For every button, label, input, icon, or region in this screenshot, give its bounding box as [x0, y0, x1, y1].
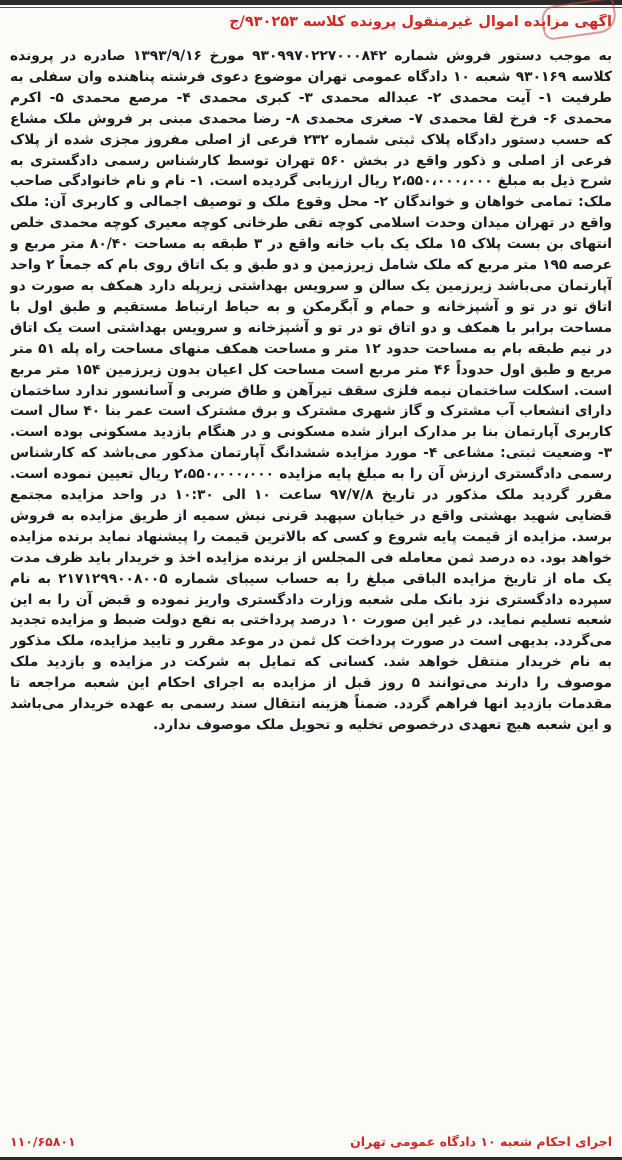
- signature-line: اجرای احکام شعبه ۱۰ دادگاه عمومی تهران: [350, 1134, 612, 1149]
- top-border-thin-rule: [0, 7, 622, 8]
- top-border-rule: [0, 0, 622, 5]
- reference-number: ۱۱۰/۶۵۸۰۱: [10, 1134, 76, 1149]
- notice-footer: [10, 1134, 612, 1154]
- notice-title: آگهی مزایده اموال غیرمنقول پرونده کلاسه ۹۳۰۲۵۳/ج: [229, 14, 612, 30]
- notice-body: به موجب دستور فروش شماره ۹۳۰۹۹۷۰۲۲۷۰۰۰۸۴۲ مورخ ۱۳۹۳/۹/۱۶ صادره در پرونده کلاسه ۹۳۰۱۶۹ شعبه ۱۰ دادگاه عمومی تهران موضوع دعوی فرشته پناهنده وان سفلی به طرفیت ۱- آیت محمدی ۲- عبداله محمدی ۳- کبری محمدی ۴- مرصع محمدی ۵- اکرم محمدی ۶- فرخ لقا محمدی ۷- صغری محمدی ۸- رضا محمدی مبنی بر فروش ملک مشاع که حسب دستور دادگاه پلاک ثبتی شماره ۲۳۲ فرعی از اصلی مفروز مجزی شده از پلاک فرعی از اصلی و ذکور واقع در بخش ۵۶۰ تهران توسط کارشناس رسمی دادگستری به شرح ذیل به مبلغ ۲،۵۵۰،۰۰۰،۰۰۰ ریال ارزیابی گردیده است. ۱- نام و نام خانوادگی صاحب ملک: تمامی خواهان و خواندگان ۲- محل وقوع ملک و توصیف اجمالی و کاربری آن: ملک واقع در تهران میدان وحدت اسلامی کوچه تقی طرخانی کوچه معیری کوچه محمدی خلص انتهای بن بست پلاک ۱۵ ملک یک باب خانه واقع در ۳ طبقه به مساحت ۸۰/۴۰ متر مربع و عرصه ۱۹۵ متر مربع که ملک شامل زیرزمین و دو طبق و یک اتاق روی بام که جمعاً ۲ واحد آپارتمان می‌باشد زیرزمین یک سالن و سرویس بهداشتی زیرپله دارد همکف به صورت دو اتاق تو در تو و آشپزخانه و حمام و آبگرمکن و به حیاط ارتباط مستقیم و طبق اول با مساحت برابر با همکف و دو اتاق تو در تو و آشپزخانه و سرویس بهداشتی است یک اتاق در نیم طبقه بام به مساحت حدود ۱۲ متر و مساحت همکف منهای مساحت راه پله ۵۱ متر مربع و طبق اول حدوداً ۴۶ متر مربع است مساحت کل اعیان بدون زیرزمین ۱۵۴ متر مربع است. اسکلت ساختمان نیمه فلزی سقف تیرآهن و طاق ضربی و آسانسور ندارد ساختمان دارای انشعاب آب مشترک و گاز شهری مشترک و برق مشترک است عمر بنا ۴۰ سال است کاربری آپارتمان بنا بر مدارک ابراز شده مسکونی و در هنگام بازدید مسکونی بوده است. ۳- وضعیت ثبتی: مشاعی ۴- مورد مزایده ششدانگ آپارتمان مذکور می‌باشد که کارشناس رسمی دادگستری ارزش آن را به مبلغ پایه مزایده ۲،۵۵۰،۰۰۰،۰۰۰ ریال تعیین نموده است. مقرر گردید ملک مذکور در تاریخ ۹۷/۷/۸ ساعت ۱۰ الی ۱۰:۳۰ در واحد مزایده مجتمع قضایی شهید بهشتی واقع در خیابان سپهبد قرنی نبش سمیه از طریق مزایده به فروش برسد. مزایده از قیمت پایه شروع و کسی که بالاترین قیمت را پیشنهاد نماید برنده مزایده خواهد بود. ده درصد ثمن معامله فی المجلس از برنده مزایده اخذ و خریدار باید ظرف مدت یک ماه از تاریخ مزایده الباقی مبلغ را به حساب سیبای شماره ۲۱۷۱۲۹۹۰۰۸۰۰۵ به نام سپرده دادگستری نزد بانک ملی شعبه وزارت دادگستری واریز نموده و قبض آن را به این شعبه تسلیم نماید. در غیر این صورت ۱۰ درصد پرداختی به نفع دولت ضبط و مزایده تجدید می‌گردد. بدیهی است در صورت پرداخت کل ثمن در موعد مقرر و تایید مزایده، ملک مذکور به نام خریدار منتقل خواهد شد. کسانی که تمایل به شرکت در مزایده و بازدید ملک موصوف را دارند می‌توانند ۵ روز قبل از مزایده به اجرای احکام این شعبه مراجعه تا مقدمات بازدید انها فراهم گردد. ضمناً هزینه انتقال سند رسمی به عهده خریدار می‌باشد و این شعبه هیچ تعهدی درخصوص تخلیه و تحویل ملک موصوف ندارد.: [10, 48, 612, 733]
